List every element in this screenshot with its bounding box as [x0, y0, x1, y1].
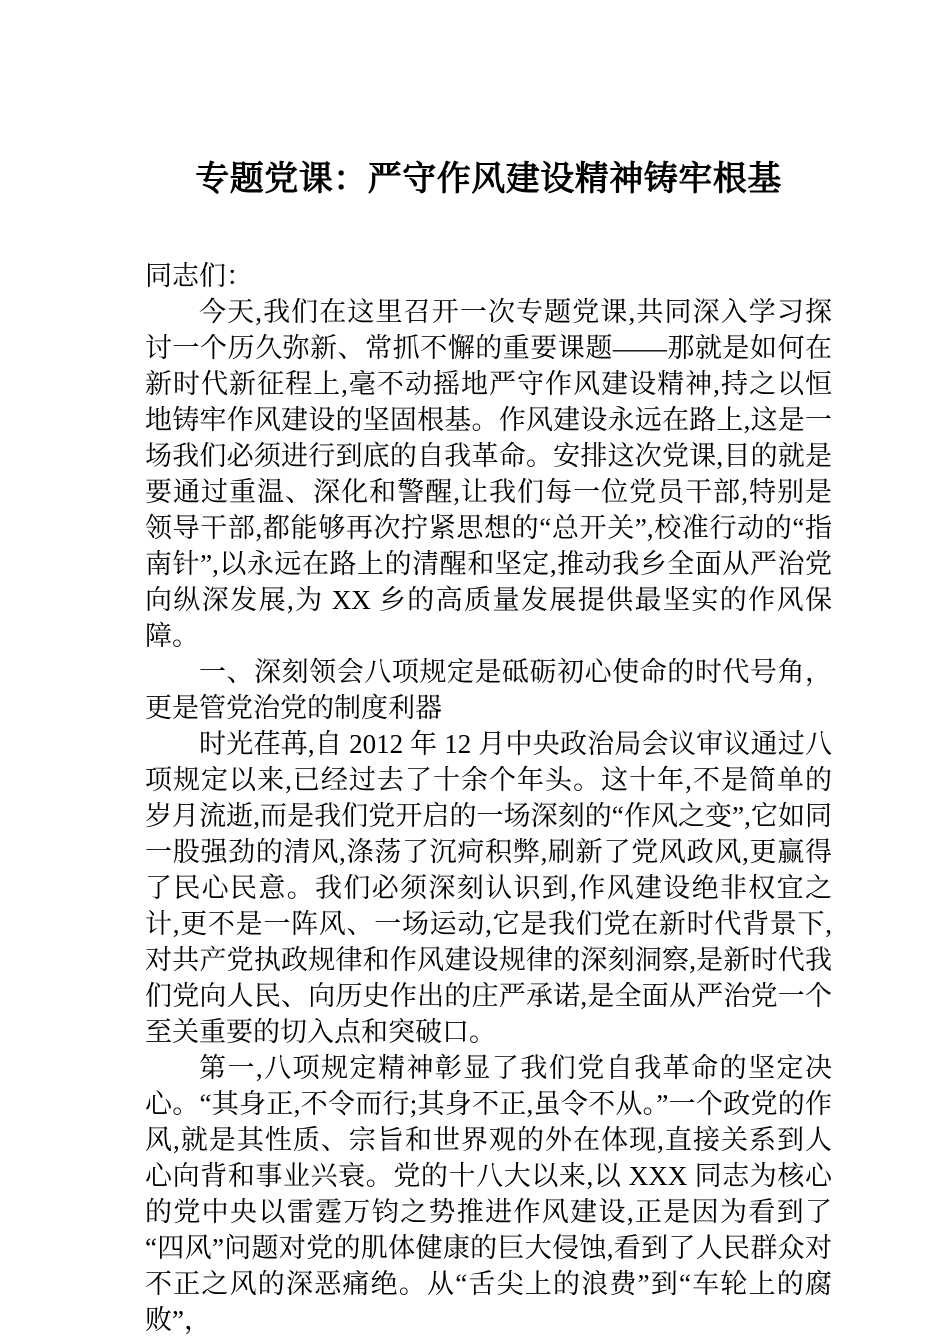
salutation-line: 同志们：	[145, 261, 253, 291]
document-title: 专题党课：严守作风建设精神铸牢根基	[195, 161, 782, 198]
section-heading-1: 一、深刻领会八项规定是砥砺初心使命的时代号角，更是管党治党的制度利器	[145, 657, 832, 723]
paragraph-point-1: 第一,八项规定精神彰显了我们党自我革命的坚定决心。“其身正,不令而行;其身不正,虽令不从。”一个政党的作风,就是其性质、宗旨和世界观的外在体现,直接关系到人心向背和事业兴衰。党的十八大以来,以 XXX 同志为核心的党中央以雷霆万钧之势推进作风建设,正是因为看到了“四风”问题对党的肌体健康的巨大侵蚀,看到了人民群众对不正之风的深恶痛绝。从“舌尖上的浪费”到“车轮上的腐败”，	[145, 1053, 832, 1335]
document-body	[145, 258, 832, 1338]
paragraph-section-1-body: 时光荏苒,自 2012 年 12 月中央政治局会议审议通过八项规定以来,已经过去了十余个年头。这十年,不是简单的岁月流逝,而是我们党开启的一场深刻的“作风之变”,它如同一股强劲的清风,涤荡了沉疴积弊,刷新了党风政风,更赢得了民心民意。我们必须深刻认识到,作风建设绝非权宜之计,更不是一阵风、一场运动,它是我们党在新时代背景下,对共产党执政规律和作风建设规律的深刻洞察,是新时代我们党向人民、向历史作出的庄严承诺,是全面从严治党一个至关重要的切入点和突破口。	[145, 729, 832, 1047]
paragraph-introduction: 今天,我们在这里召开一次专题党课,共同深入学习探讨一个历久弥新、常抓不懈的重要课题——那就是如何在新时代新征程上,毫不动摇地严守作风建设精神,持之以恒地铸牢作风建设的坚固根基。作风建设永远在路上,这是一场我们必须进行到底的自我革命。安排这次党课,目的就是要通过重温、深化和警醒,让我们每一位党员干部,特别是领导干部,都能够再次拧紧思想的“总开关”,校准行动的“指南针”,以永远在路上的清醒和坚定,推动我乡全面从严治党向纵深发展,为 XX 乡的高质量发展提供最坚实的作风保障。	[145, 297, 832, 651]
